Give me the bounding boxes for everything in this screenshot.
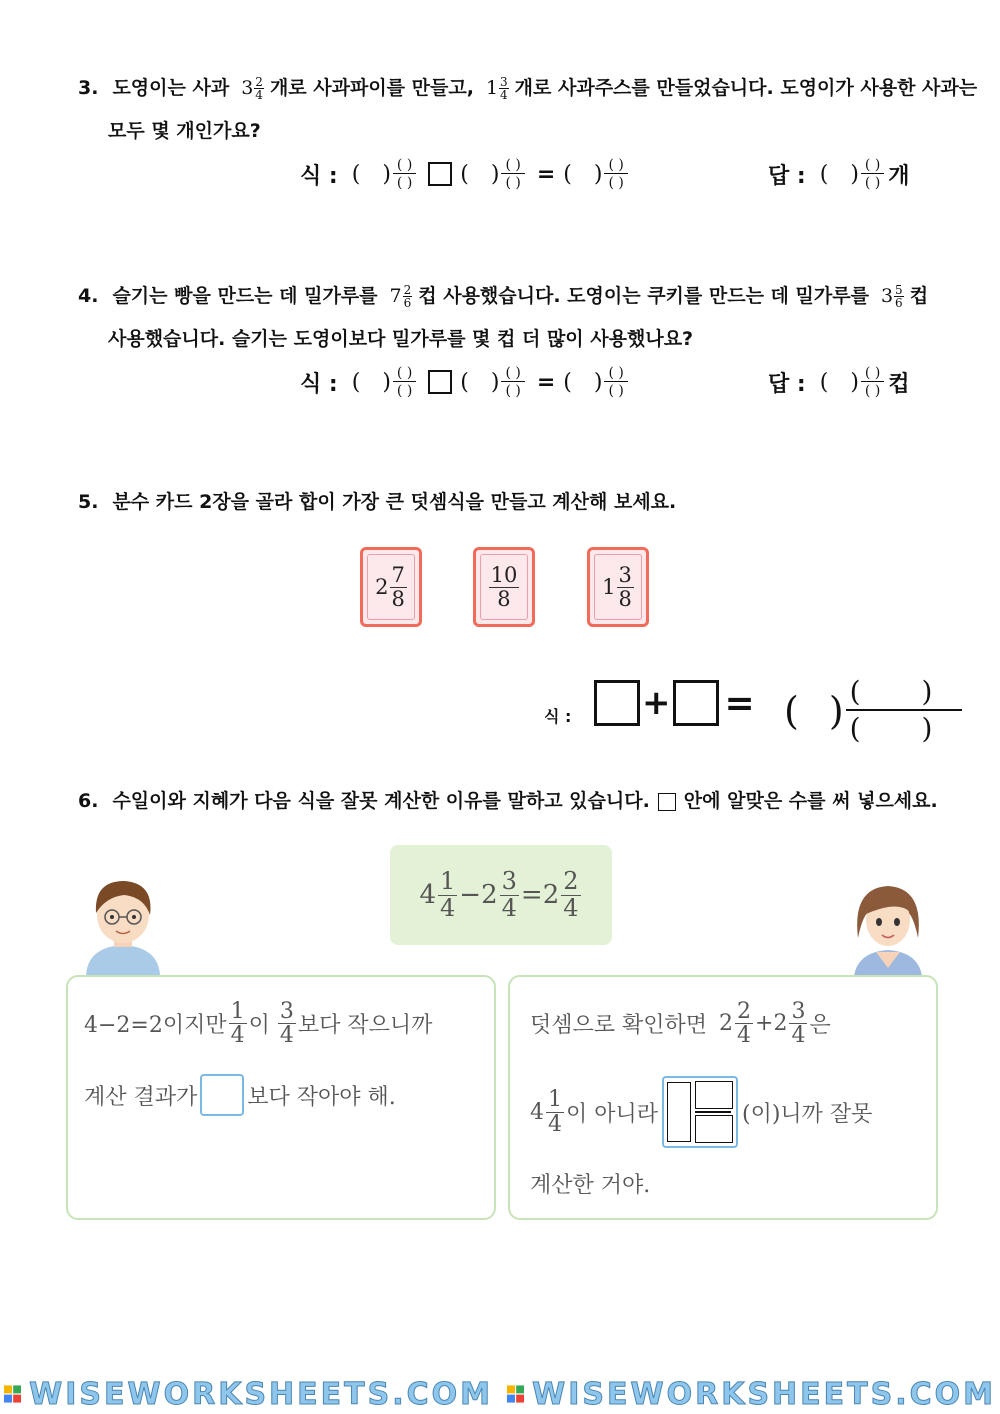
card-numerator: 7: [391, 563, 405, 588]
q3-answer-label: 답 :: [768, 163, 806, 189]
addend-box-1[interactable]: [594, 680, 640, 726]
q4-text-a: 슬기는 빵을 만드는 데 밀가루를: [112, 285, 378, 307]
q3-text-a: 도영이는 사과: [112, 77, 230, 99]
whole-blank[interactable]: [667, 1082, 691, 1142]
q3-juice-fraction: [486, 76, 509, 101]
q5-result: [784, 675, 962, 745]
paren-close: ): [490, 369, 500, 395]
q4-text-c: 컵: [909, 285, 929, 307]
q4-number: 4.: [78, 285, 99, 307]
blank-fraction[interactable]: ( ) ( ): [393, 366, 416, 398]
denominator: 4: [548, 1111, 562, 1137]
blank-fraction[interactable]: ( ) ( ): [501, 158, 524, 190]
eq-whole: 2: [481, 880, 498, 910]
paren-open: (: [460, 161, 469, 187]
numerator: 1: [230, 999, 245, 1024]
denominator: 4: [279, 1023, 294, 1049]
denominator: 4: [500, 88, 508, 102]
whole: 2: [773, 1011, 788, 1037]
paren-close: ): [850, 369, 859, 395]
blank-square-icon: [658, 793, 676, 811]
q4-answer-label: 답 :: [768, 371, 806, 397]
boy-illustration: [78, 875, 168, 975]
boy-speech-line2: [84, 1074, 396, 1116]
q6-number: 6.: [78, 790, 99, 812]
numerator: 3: [791, 999, 806, 1024]
paren-close: ): [593, 161, 603, 187]
whole: 7: [389, 285, 402, 307]
q4-text-b: 컵 사용했습니다. 도영이는 쿠키를 만드는 데 밀가루를: [418, 285, 869, 307]
paren-close: ): [593, 369, 603, 395]
q4-line1: [78, 284, 928, 309]
numerator: 2: [255, 75, 263, 89]
equals-sign: =: [520, 880, 543, 910]
card-denominator: 8: [391, 586, 405, 611]
q5-formula: [594, 680, 755, 726]
speech-text: 보다 작아야 해.: [247, 1084, 396, 1110]
speech-text: 이 아니라: [566, 1101, 659, 1127]
plus-sign: +: [755, 1011, 774, 1037]
q3-number: 3.: [78, 77, 99, 99]
q6-text-a: 수일이와 지혜가 다음 식을 잘못 계산한 이유를 말하고 있습니다.: [112, 790, 650, 812]
q4-line2: 사용했습니다. 슬기는 도영이보다 밀가루를 몇 컵 더 많이 사용했나요?: [108, 328, 694, 350]
girl-speech-line3: 계산한 거야.: [530, 1173, 651, 1198]
eq-whole: 2: [542, 880, 560, 910]
footer-watermark: [4, 1376, 996, 1412]
addend-box-2[interactable]: [673, 680, 719, 726]
q6-text-b: 안에 알맞은 수를 써 넣으세요.: [683, 790, 938, 812]
q5-number: 5.: [78, 491, 99, 513]
whole: 3: [880, 285, 894, 307]
blank-fraction[interactable]: ( ) ( ): [861, 366, 884, 398]
fraction-card-3[interactable]: [587, 547, 649, 627]
denominator: 6: [895, 296, 903, 310]
denominator: 4: [230, 1023, 245, 1049]
card-denominator: 8: [497, 586, 511, 611]
girl-illustration: [848, 878, 928, 976]
q4-flour2-fraction: [881, 284, 904, 309]
q3-formula-label: 식 :: [300, 163, 338, 189]
eq-denominator: 4: [501, 893, 517, 922]
eq-denominator: 4: [563, 893, 579, 922]
equals-sign: =: [724, 682, 755, 724]
paren-open: (: [563, 161, 572, 187]
equals-sign: =: [536, 161, 556, 187]
minus-sign: −: [459, 880, 482, 910]
footer-brand-2: WISEWORKSHEETS.COM: [532, 1376, 996, 1412]
q3-line1: [78, 76, 977, 101]
whole: 3: [241, 77, 254, 99]
blank-fraction[interactable]: ( ) ( ): [604, 366, 627, 398]
paren-open: (: [351, 369, 361, 395]
paren-open: (: [784, 688, 799, 733]
speech-text: 은: [809, 1013, 831, 1039]
q5-text: 분수 카드 2장을 골라 합이 가장 큰 덧셈식을 만들고 계산해 보세요.: [112, 491, 677, 513]
q4-flour1-fraction: [390, 284, 413, 309]
denominator: 4: [737, 1023, 752, 1049]
numerator: 2: [403, 283, 412, 297]
paren-open: (: [819, 369, 829, 395]
card-denominator: 8: [618, 586, 632, 611]
paren-close: ): [828, 688, 844, 733]
fraction-card-1[interactable]: [360, 547, 422, 627]
girl-speech-line1: [530, 1000, 831, 1047]
speech-text: 덧셈으로 확인하면: [530, 1013, 708, 1039]
speech-text: (이)니까 잘못: [742, 1101, 873, 1127]
paren-close: ): [850, 161, 859, 187]
speech-text: 보다 작으니까: [297, 1013, 433, 1039]
paren-open: (: [563, 369, 572, 395]
speech-text: 4−2=2이지만: [84, 1013, 227, 1039]
paren-close: ): [490, 161, 500, 187]
q3-answer: [768, 158, 910, 190]
paren-open: (: [460, 369, 469, 395]
wrong-equation: [390, 845, 612, 945]
blank-fraction[interactable]: ( ) ( ): [604, 158, 627, 190]
whole: 1: [485, 77, 499, 99]
paren-open: (: [351, 161, 361, 187]
denominator-blank[interactable]: [695, 1115, 733, 1143]
denominator: 4: [791, 1023, 806, 1049]
blank-fraction[interactable]: ( ) ( ): [501, 366, 524, 398]
result-blank-fraction[interactable]: ( ) ( ): [846, 678, 963, 743]
speech-text: 계산 결과가: [84, 1084, 198, 1110]
q4-unit: 컵: [888, 371, 910, 397]
denominator: 4: [255, 88, 263, 102]
mixed-number-blank[interactable]: [662, 1076, 738, 1148]
q3-text-c: 개로 사과주스를 만들었습니다. 도영이가 사용한 사과는: [514, 77, 978, 99]
eq-numerator: 1: [440, 867, 456, 896]
q6-line: [78, 792, 938, 811]
eq-numerator: 3: [501, 867, 517, 896]
eq-denominator: 4: [440, 893, 456, 922]
paren-close: ): [382, 369, 391, 395]
card-whole: 1: [602, 575, 616, 599]
numerator: 5: [895, 283, 903, 297]
paren-close: ): [382, 161, 391, 187]
equals-sign: =: [536, 369, 556, 395]
q5-formula-label: 식 :: [544, 707, 572, 726]
wise-logo-icon: [507, 1380, 524, 1408]
q4-formula: [300, 366, 632, 398]
q3-unit: 개: [888, 163, 910, 189]
whole: 2: [719, 1011, 734, 1037]
blank-fraction[interactable]: ( ) ( ): [861, 158, 884, 190]
numerator: 2: [737, 999, 752, 1024]
denominator: 6: [403, 296, 412, 310]
card-numerator: 10: [490, 563, 518, 588]
wise-logo-icon: [4, 1380, 21, 1408]
blank-fraction[interactable]: ( ) ( ): [393, 158, 416, 190]
q5-line: [78, 493, 676, 512]
q4-formula-label: 식 :: [300, 371, 338, 397]
paren-open: (: [819, 161, 829, 187]
q4-answer: [768, 366, 910, 398]
eq-numerator: 2: [563, 867, 579, 896]
boy-speech-line1: [84, 1000, 432, 1047]
numerator: 1: [548, 1087, 562, 1113]
numerator: 3: [279, 999, 294, 1024]
whole: 4: [530, 1099, 544, 1125]
q3-text-b: 개로 사과파이를 만들고,: [269, 77, 474, 99]
fraction-card-2[interactable]: [473, 547, 535, 627]
plus-sign: +: [642, 683, 671, 723]
card-numerator: 3: [618, 563, 632, 588]
footer-brand: WISEWORKSHEETS.COM: [29, 1376, 493, 1412]
q3-apple-fraction: [241, 76, 264, 101]
speech-text: 이: [248, 1013, 270, 1039]
girl-speech-line2: [530, 1076, 872, 1148]
numerator-blank[interactable]: [695, 1081, 733, 1109]
q3-formula: [300, 158, 632, 190]
answer-blank[interactable]: [200, 1074, 244, 1116]
eq-whole: 4: [419, 880, 436, 910]
operator-blank[interactable]: [428, 370, 452, 394]
operator-blank[interactable]: [428, 162, 452, 186]
q3-line2: 모두 몇 개인가요?: [108, 120, 261, 142]
numerator: 3: [500, 75, 508, 89]
card-whole: 2: [375, 575, 389, 599]
